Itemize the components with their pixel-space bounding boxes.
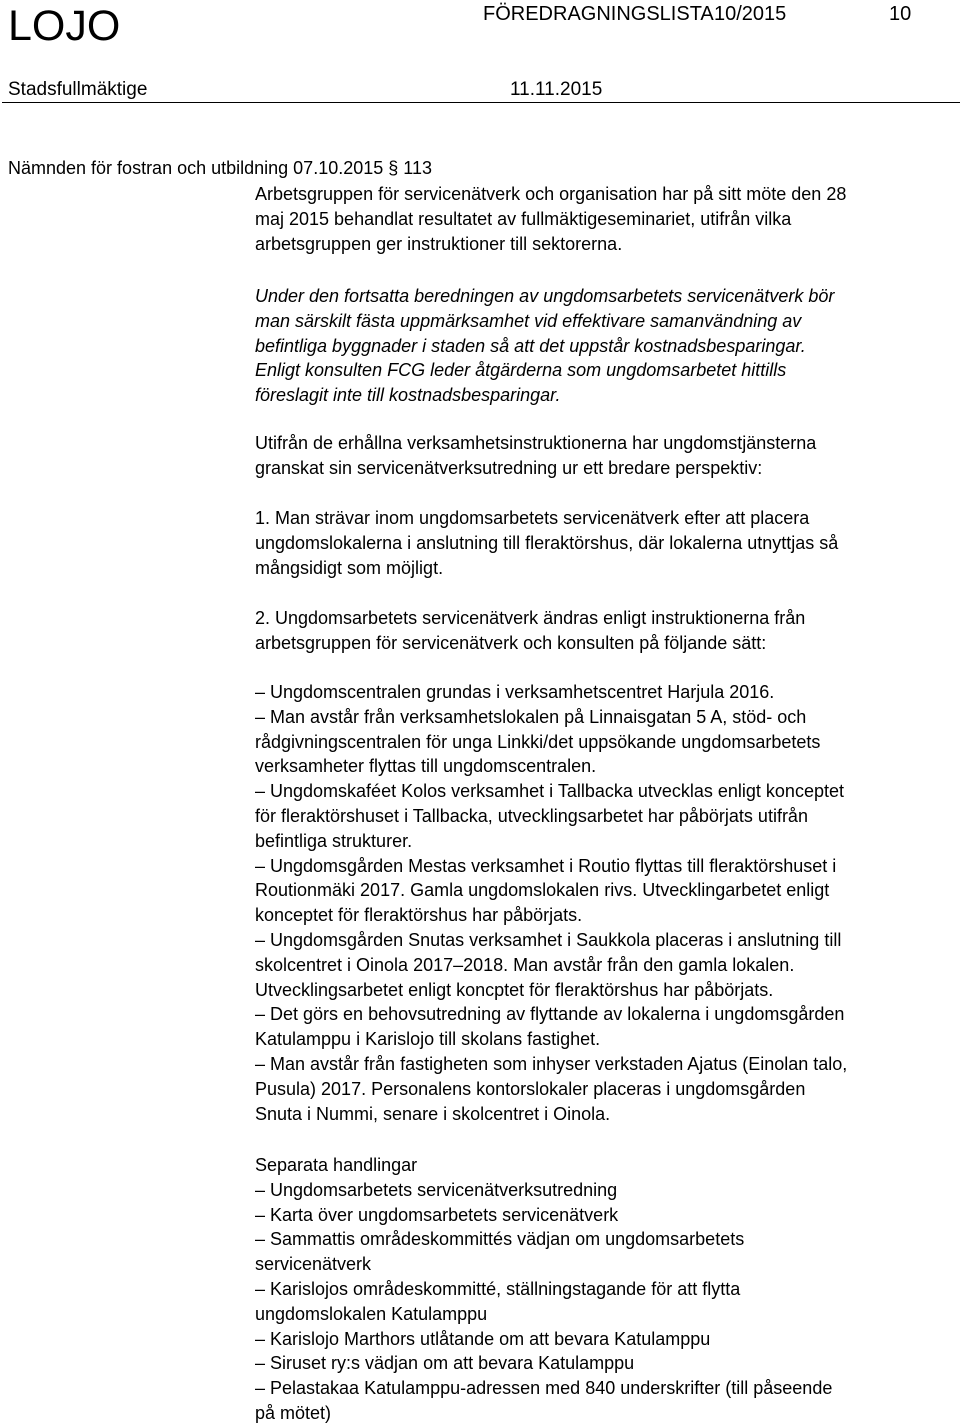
paragraph-review — [255, 431, 960, 481]
list-item: – Ungdomskaféet Kolos verksamhet i Tallbacka utvecklas enligt konceptet — [255, 781, 844, 802]
text-line: arbetsgruppen för servicenätverk och konsulten på följande sätt: — [255, 632, 767, 653]
list-item: skolcentret i Oinola 2017–2018. Man avstår från den gamla lokalen. — [255, 954, 795, 975]
meeting-date: 11.11.2015 — [510, 79, 603, 100]
text-line: 2. Ungdomsarbetets servicenätverk ändras enligt instruktionerna från — [255, 608, 806, 628]
paragraph-instruction — [255, 284, 960, 408]
attachment-item: servicenätverk — [255, 1254, 372, 1275]
list-item: för fleraktörshuset i Tallbacka, utvecklingsarbetet har påbörjats utifrån — [255, 805, 808, 826]
attachment-item: ungdomslokalen Katulamppu — [255, 1303, 488, 1324]
list-item: konceptet för fleraktörshus har påbörjats. — [255, 905, 583, 926]
text-line: man särskilt fästa uppmärksamhet vid effektivare samanvändning av — [255, 310, 802, 331]
attachment-item: – Karislojo Marthors utlåtande om att bevara Katulamppu — [255, 1328, 711, 1349]
attachment-item: – Sammattis områdeskommittés vädjan om ungdomsarbetets — [255, 1229, 745, 1250]
list-item: rådgivningscentralen för unga Linkki/det uppsökande ungdomsarbetets — [255, 731, 821, 752]
text-line: granskat sin servicenätverksutredning ur ett bredare perspektiv: — [255, 457, 763, 478]
paragraph-point-2 — [255, 606, 960, 656]
list-item: – Ungdomscentralen grundas i verksamhetscentret Harjula 2016. — [255, 682, 775, 702]
list-item: Pusula) 2017. Personalens kontorslokaler placeras i ungdomsgården — [255, 1078, 806, 1099]
list-item: Utvecklingsarbetet enligt koncptet för fleraktörshus har påbörjats. — [255, 979, 774, 1000]
list-item: Katulamppu i Karislojo till skolans fastighet. — [255, 1029, 601, 1050]
list-item: befintliga strukturer. — [255, 830, 413, 851]
paragraph-point-1 — [255, 506, 960, 580]
attachments-heading: Separata handlingar — [255, 1155, 418, 1175]
list-item: – Man avstår från verksamhetslokalen på Linnaisgatan 5 A, stöd- och — [255, 706, 807, 727]
attachment-item: – Ungdomsarbetets servicenätverksutredning — [255, 1179, 618, 1200]
document-number: 10/2015 — [714, 3, 787, 25]
paragraph-background — [255, 182, 960, 256]
list-item: – Det görs en behovsutredning av flyttande av lokalerna i ungdomsgården — [255, 1004, 845, 1025]
text-line: befintliga byggnader i staden så att det uppstår kostnadsbesparingar. — [255, 335, 806, 356]
document-title: FÖREDRAGNINGSLISTA — [483, 3, 714, 25]
attachment-item: – Pelastakaa Katulamppu-adressen med 840 underskrifter (till påseende — [255, 1378, 833, 1399]
list-item: Routionmäki 2017. Gamla ungdomslokalen rivs. Utvecklingarbetet enligt — [255, 880, 830, 901]
attachment-item: – Karta över ungdomsarbetets servicenätverk — [255, 1204, 619, 1225]
text-line: maj 2015 behandlat resultatet av fullmäktigeseminariet, utifrån vilka — [255, 208, 792, 229]
changes-list — [255, 680, 960, 1126]
list-item: Snuta i Nummi, senare i skolcentret i Oinola. — [255, 1103, 611, 1124]
attachment-item: på mötet) — [255, 1402, 332, 1423]
organ-name: Stadsfullmäktige — [8, 79, 148, 100]
attachment-item: – Karislojos områdeskommitté, ställningstagande för att flytta — [255, 1278, 741, 1299]
text-line: Enligt konsulten FCG leder åtgärderna som ungdomsarbetet hittills — [255, 360, 787, 381]
logo: LOJO — [8, 2, 121, 50]
text-line: föreslagit inte till kostnadsbesparingar. — [255, 385, 561, 406]
text-line: ungdomslokalerna i anslutning till fleraktörshus, där lokalerna utnyttjas så — [255, 532, 839, 553]
attachments-list — [255, 1153, 960, 1426]
text-line: arbetsgruppen ger instruktioner till sektorerna. — [255, 233, 623, 254]
text-line: Utifrån de erhållna verksamhetsinstruktionerna har ungdomstjänsterna — [255, 433, 817, 453]
list-item: verksamheter flyttas till ungdomscentralen. — [255, 756, 597, 777]
list-item: – Ungdomsgården Snutas verksamhet i Saukkola placeras i anslutning till — [255, 929, 842, 950]
list-item: – Ungdomsgården Mestas verksamhet i Routio flyttas till fleraktörshuset i — [255, 855, 837, 876]
history-reference: Nämnden för fostran och utbildning 07.10.2015 § 113 — [8, 158, 432, 178]
list-item: – Man avstår från fastigheten som inhyser verkstaden Ajatus (Einolan talo, — [255, 1053, 848, 1074]
text-line: Arbetsgruppen för servicenätverk och organisation har på sitt möte den 28 — [255, 184, 847, 204]
text-line: Under den fortsatta beredningen av ungdomsarbetets servicenätverk bör — [255, 286, 835, 306]
page-number: 10 — [889, 3, 912, 25]
text-line: mångsidigt som möjligt. — [255, 557, 444, 578]
text-line: 1. Man strävar inom ungdomsarbetets servicenätverk efter att placera — [255, 508, 810, 528]
header-divider — [2, 102, 960, 103]
attachment-item: – Siruset ry:s vädjan om att bevara Katulamppu — [255, 1353, 635, 1374]
